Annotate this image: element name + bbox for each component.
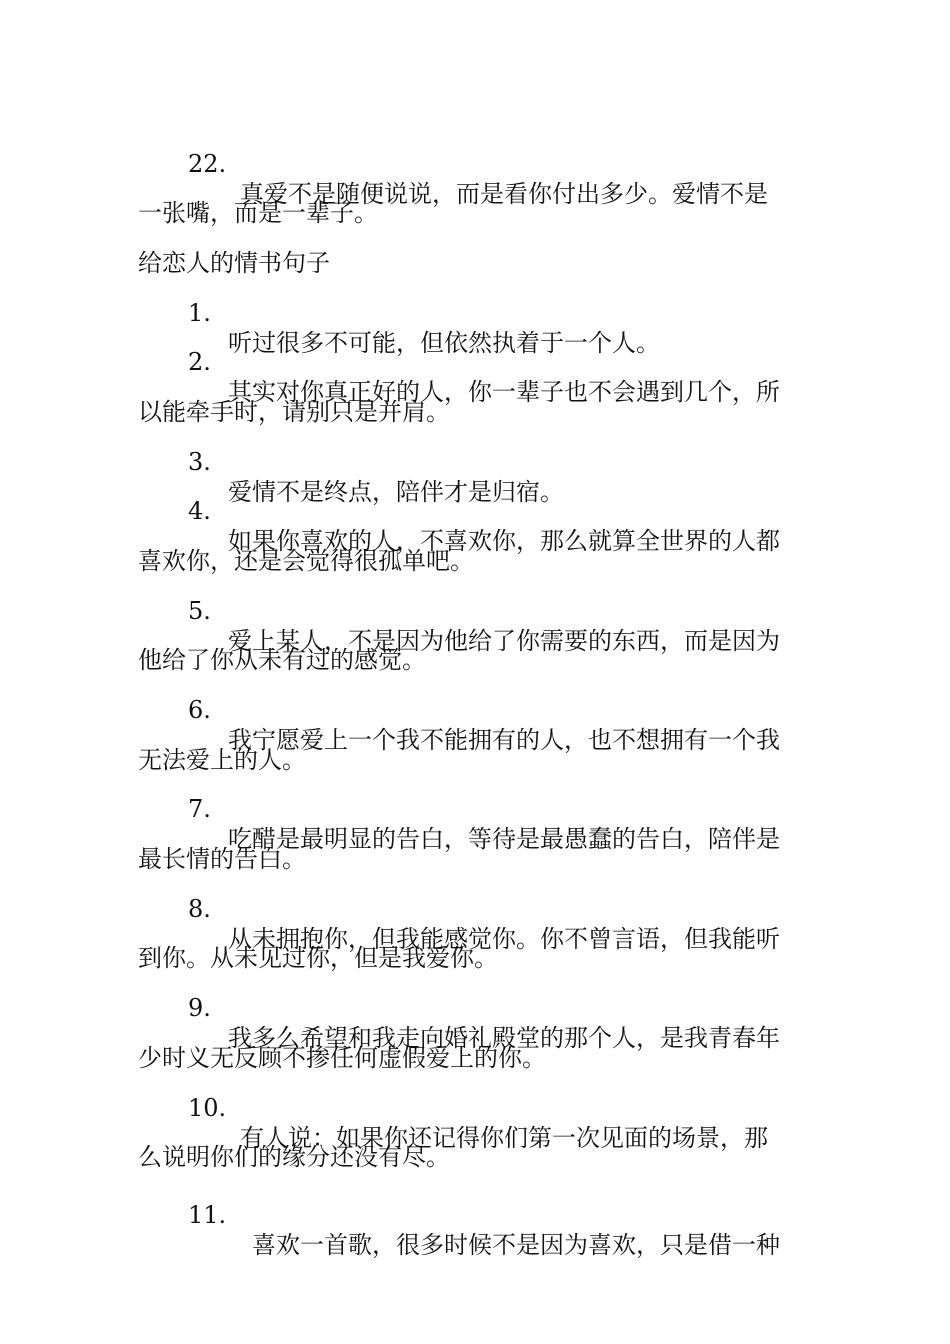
paragraph-text: 他给了你从未有过的感觉。 (138, 646, 426, 674)
paragraph-number: 9. (188, 994, 211, 1022)
paragraph-text: 一张嘴，而是一辈子。 (138, 199, 378, 227)
paragraph-number: 8. (188, 895, 211, 923)
paragraph-number: 1. (188, 299, 211, 327)
paragraph-number: 11. (188, 1201, 227, 1229)
paragraph-number: 4. (188, 497, 211, 525)
heading-text: 给恋人的情书句子 (138, 249, 330, 277)
paragraph-number: 10. (188, 1094, 227, 1122)
paragraph-text: 无法爱上的人。 (138, 746, 306, 774)
paragraph-22-continuation (0, 168, 950, 227)
paragraph-10-first-line (0, 1063, 950, 1152)
paragraph-3-first-line (0, 417, 950, 506)
paragraph-number: 22. (188, 150, 227, 178)
paragraph-text: 爱上某人，不是因为他给了你需要的东西，而是因为 (228, 627, 780, 655)
paragraph-6-continuation (0, 715, 950, 774)
paragraph-2-first-line (0, 317, 950, 406)
paragraph-text: 喜欢一首歌，很多时候不是因为喜欢，只是借一种 (252, 1231, 780, 1259)
paragraph-1-first-line (0, 268, 950, 357)
paragraph-number: 3. (188, 448, 211, 476)
paragraph-8-continuation (0, 913, 950, 972)
paragraph-5-first-line (0, 566, 950, 655)
paragraph-6-first-line (0, 665, 950, 754)
paragraph-text: 听过很多不可能，但依然执着于一个人。 (228, 329, 660, 357)
paragraph-2-continuation (0, 367, 950, 426)
paragraph-5-continuation (0, 615, 950, 674)
paragraph-text: 我多么希望和我走向婚礼殿堂的那个人，是我青春年 (228, 1024, 780, 1052)
paragraph-text: 喜欢你，还是会觉得很孤单吧。 (138, 547, 474, 575)
paragraph-4-continuation (0, 516, 950, 575)
paragraph-11-first-line (0, 1170, 950, 1259)
paragraph-7-continuation (0, 814, 950, 873)
paragraph-22-first-line (0, 119, 950, 208)
paragraph-number: 5. (188, 597, 211, 625)
paragraph-8-first-line (0, 864, 950, 953)
paragraph-number: 7. (188, 795, 211, 823)
paragraph-text: 从未拥抱你，但我能感觉你。你不曾言语，但我能听 (228, 925, 780, 953)
paragraph-text: 爱情不是终点，陪伴才是归宿。 (228, 478, 564, 506)
paragraph-text: 么说明你们的缘分还没有尽。 (138, 1143, 450, 1171)
paragraph-number: 6. (188, 696, 211, 724)
paragraph-10-continuation (0, 1112, 950, 1171)
paragraph-text: 如果你喜欢的人，不喜欢你，那么就算全世界的人都 (228, 527, 780, 555)
paragraph-9-continuation (0, 1013, 950, 1072)
paragraph-text: 到你。从未见过你，但是我爱你。 (138, 944, 498, 972)
paragraph-text: 少时义无反顾不掺任何虚假爱上的你。 (138, 1044, 546, 1072)
paragraph-4-first-line (0, 466, 950, 555)
paragraph-number: 2. (188, 348, 211, 376)
section-heading (0, 218, 950, 277)
paragraph-9-first-line (0, 963, 950, 1052)
paragraph-7-first-line (0, 764, 950, 853)
paragraph-text: 有人说：如果你还记得你们第一次见面的场景，那 (240, 1124, 768, 1152)
paragraph-text: 最长情的告白。 (138, 845, 306, 873)
paragraph-text: 真爱不是随便说说，而是看你付出多少。爱情不是 (240, 180, 768, 208)
paragraph-text: 以能牵手时，请别只是并肩。 (138, 398, 450, 426)
paragraph-text: 吃醋是最明显的告白，等待是最愚蠢的告白，陪伴是 (228, 825, 780, 853)
paragraph-text: 其实对你真正好的人，你一辈子也不会遇到几个，所 (228, 378, 780, 406)
paragraph-text: 我宁愿爱上一个我不能拥有的人，也不想拥有一个我 (228, 726, 780, 754)
